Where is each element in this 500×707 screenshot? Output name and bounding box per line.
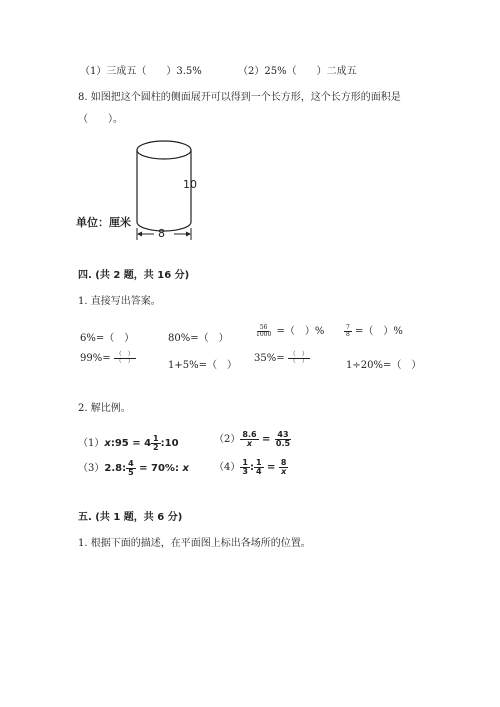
fraction-1-2: $\frac{1}{2}$ (153, 433, 159, 452)
section-4-heading: 四. (共 2 题，共 16 分) (78, 270, 190, 281)
q7-option-1: （1）三成五（ ）3.5% (80, 66, 202, 77)
fraction-56-1000: $\frac{56}{1000}$ (256, 324, 272, 338)
fraction-1-4: $\frac{1}{4}$ (255, 457, 262, 476)
s4-q1-title: 1. 直接写出答案。 (78, 296, 161, 307)
calc-7-over-8: $\frac{7}{8}$ =（ ）% (346, 324, 403, 338)
fraction-4-5: $\frac{4}{5}$ (128, 458, 134, 477)
s4-q2-title: 2. 解比例。 (78, 403, 131, 414)
fraction-blank: $\frac{( )}{( )}$ (289, 351, 308, 365)
calc-1-plus-5-percent: 1+5%=（ ） (168, 360, 237, 371)
proportion-3: （3）2.8: $\frac{4}{5}$ = 70%: x (78, 458, 189, 477)
unit-label: 单位：厘米 (76, 216, 131, 229)
arrow-left (137, 232, 142, 237)
q7-option-2: （2）25%（ ）二成五 (238, 66, 357, 77)
calc-80-percent: 80%=（ ） (168, 333, 229, 344)
fraction-8-x: $\frac{8}{x}$ (280, 457, 287, 476)
proportion-2: （2） $\frac{8.6}{x}$ = $\frac{43}{0.5}$ (214, 429, 291, 448)
cylinder-top (137, 141, 191, 159)
calc-35-percent: 35%= $\frac{( )}{( )}$ (254, 351, 308, 365)
calc-6-percent: 6%=（ ） (80, 333, 135, 344)
proportion-4: （4） $\frac{1}{3}$ : $\frac{1}{4}$ = $\frac{8}{x}$ (214, 457, 287, 476)
fraction-8.6-x: $\frac{8.6}{x}$ (242, 429, 257, 448)
calc-1-div-20-percent: 1÷20%=（ ） (346, 360, 422, 371)
s5-q1-title: 1. 根据下面的描述，在平面图上标出各场所的位置。 (78, 538, 311, 549)
height-label: 10 (183, 178, 197, 191)
fraction-7-8: $\frac{7}{8}$ (346, 324, 350, 338)
fraction-1-3: $\frac{1}{3}$ (242, 457, 248, 476)
q8-blank: （ ）。 (78, 114, 123, 125)
q8-text: 8. 如图把这个圆柱的侧面展开可以得到一个长方形，这个长方形的面积是 (78, 92, 401, 103)
section-5-heading: 五. (共 1 题，共 6 分) (78, 512, 183, 523)
fraction-blank: $\frac{( )}{( )}$ (115, 351, 134, 365)
fraction-43-0.5: $\frac{43}{0.5}$ (275, 429, 291, 448)
calc-99-percent: 99%= $\frac{( )}{( )}$ (80, 351, 134, 365)
width-label: 8 (158, 227, 165, 240)
arrow-right (186, 232, 191, 237)
calc-56-over-1000: $\frac{56}{1000}$ =（ ）% (256, 324, 325, 338)
proportion-1: （1）x:95 = 4 $\frac{1}{2}$ :10 (78, 433, 179, 452)
